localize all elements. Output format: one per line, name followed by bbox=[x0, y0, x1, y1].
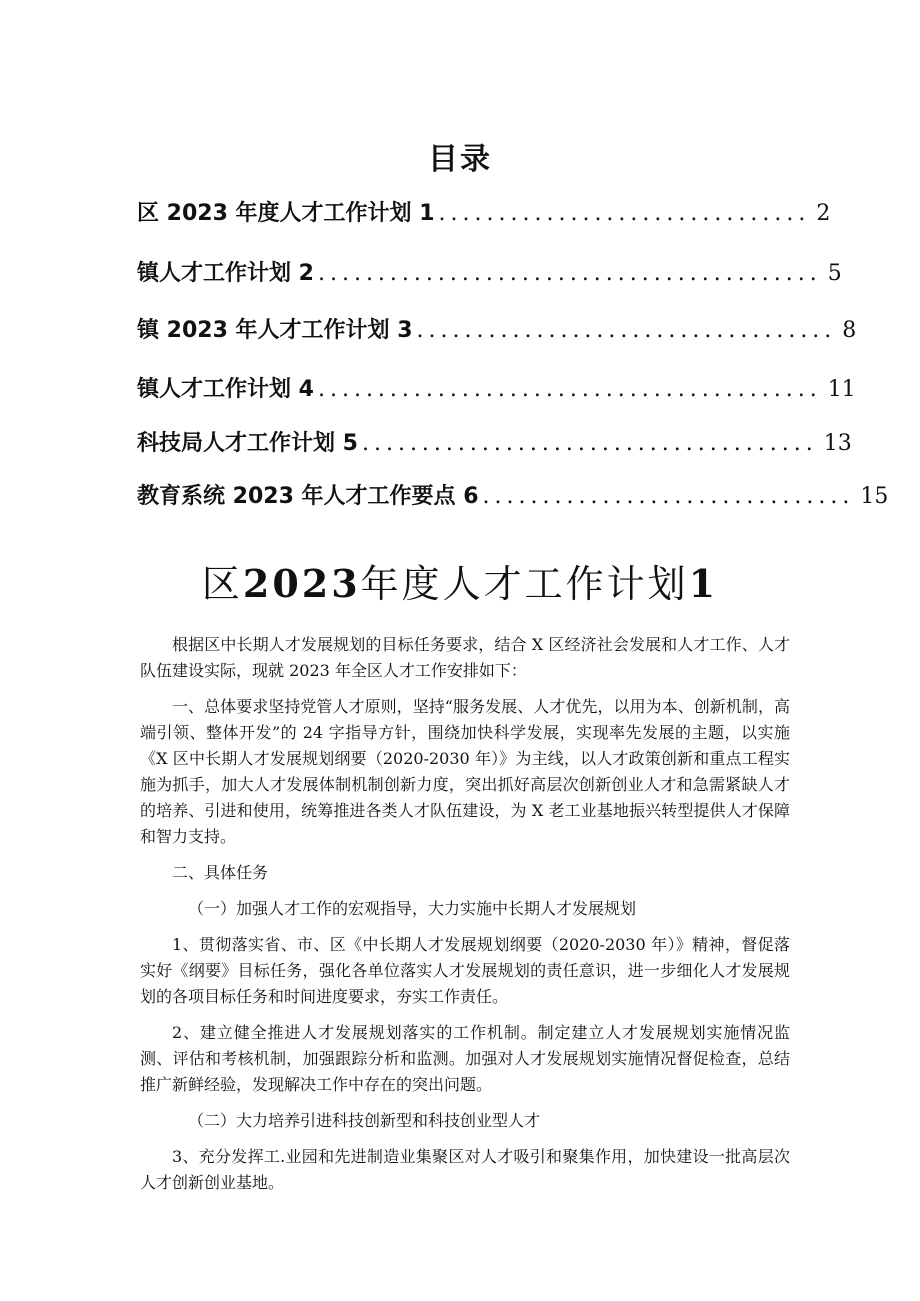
toc-entry-label: 教育系统 2023 年人才工作要点 6 bbox=[137, 484, 479, 509]
toc-leader-dots: ............................... bbox=[438, 201, 811, 226]
subsection-heading: （一）加强人才工作的宏观指导，大力实施中长期人才发展规划 bbox=[188, 899, 637, 918]
toc-entry[interactable] bbox=[137, 372, 856, 408]
document-body bbox=[140, 632, 790, 1206]
paragraph: 3、充分发挥工.业园和先进制造业集聚区对人才吸引和聚集作用，加快建设一批高层次人才创新创业基地。 bbox=[140, 1147, 790, 1192]
toc-entry-page: 13 bbox=[823, 431, 852, 456]
toc-entry[interactable] bbox=[137, 313, 857, 349]
paragraph: 根据区中长期人才发展规划的目标任务要求，结合 X 区经济社会发展和人才工作、人才队伍建设实际，现就 2023 年全区人才工作安排如下： bbox=[140, 635, 790, 680]
toc-leader-dots: ................................... bbox=[416, 318, 837, 343]
title-text: 年度人才工作计划 bbox=[360, 562, 689, 606]
toc-entry[interactable] bbox=[137, 196, 831, 232]
toc-entry-page: 8 bbox=[842, 318, 857, 343]
toc-entry-label: 区 2023 年度人才工作计划 1 bbox=[137, 201, 435, 226]
toc-entry-label: 镇人才工作计划 4 bbox=[137, 377, 314, 402]
title-year: 2023 bbox=[242, 561, 361, 606]
title-number: 1 bbox=[688, 561, 719, 606]
toc-leader-dots: .......................................... bbox=[317, 261, 822, 286]
paragraph: 一、总体要求坚持党管人才原则，坚持“服务发展、人才优先，以用为本、创新机制，高端引领、整体开发”的 24 字指导方针，围绕加快科学发展，实现率先发展的主题，以实施《X 区中长期人才发展规划纲要（2020-2030 年）》为主线，以人才政策创新和重点工程实施为抓手，加大人才发展体制机制创新力度，突出抓好高层次创新创业人才和急需紧缺人才的培养、引进和使用，统筹推进各类人才队伍建设，为 X 老工业基地振兴转型提供人才保障和智力支持。 bbox=[140, 697, 790, 846]
toc-entry-label: 科技局人才工作计划 5 bbox=[137, 431, 358, 456]
title-prefix: 区 bbox=[201, 562, 243, 606]
toc-entry[interactable] bbox=[137, 256, 842, 292]
paragraph: 2、建立健全推进人才发展规划落实的工作机制。制定建立人才发展规划实施情况监测、评估和考核机制，加强跟踪分析和监测。加强对人才发展规划实施情况督促检查，总结推广新鲜经验，发现解决工作中存在的突出问题。 bbox=[140, 1023, 790, 1094]
toc-entry-page: 5 bbox=[827, 261, 842, 286]
toc-entry-page: 15 bbox=[860, 484, 889, 509]
subsection-heading: （二）大力培养引进科技创新型和科技创业型人才 bbox=[188, 1111, 541, 1130]
toc-leader-dots: ...................................... bbox=[361, 431, 818, 456]
paragraph: 1、贯彻落实省、市、区《中长期人才发展规划纲要（2020-2030 年）》精神，督促落实好《纲要》目标任务，强化各单位落实人才发展规划的责任意识，进一步细化人才发展规划的各项目标任务和时间进度要求，夯实工作责任。 bbox=[140, 935, 790, 1006]
toc-entry[interactable] bbox=[137, 479, 889, 515]
toc-entry-label: 镇人才工作计划 2 bbox=[137, 261, 314, 286]
toc-entry[interactable] bbox=[137, 426, 852, 462]
section-heading: 二、具体任务 bbox=[172, 863, 269, 882]
toc-entry-page: 2 bbox=[816, 201, 831, 226]
toc-title: 目录 bbox=[428, 142, 492, 177]
toc-leader-dots: .......................................... bbox=[317, 377, 822, 402]
document-title bbox=[0, 553, 920, 608]
toc-entry-page: 11 bbox=[827, 377, 856, 402]
toc-entry-label: 镇 2023 年人才工作计划 3 bbox=[137, 318, 413, 343]
toc-leader-dots: ............................... bbox=[482, 484, 855, 509]
